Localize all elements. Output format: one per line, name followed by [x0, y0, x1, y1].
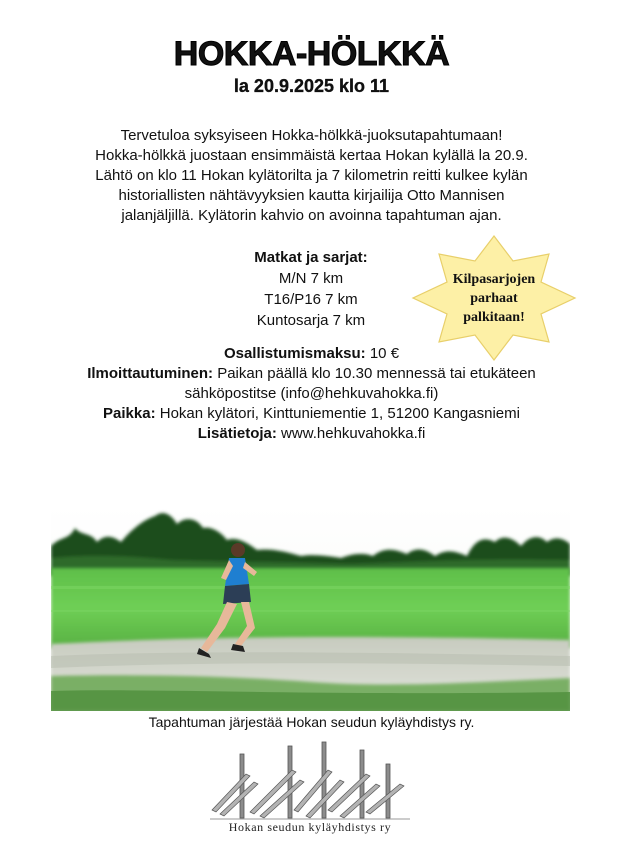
intro-text: [0, 126, 623, 226]
series-item: T16/P16 7 km: [264, 291, 358, 308]
series-item: M/N 7 km: [278, 270, 344, 287]
runner-photo: [51, 506, 570, 711]
event-date: la 20.9.2025 klo 11: [233, 76, 390, 96]
organizer-text: Tapahtuman järjestää Hokan seudun kyläyhdistys ry.: [148, 714, 475, 730]
more-info-value: www.hehkuvahokka.fi: [276, 425, 426, 442]
more-info-label: Lisätietoja:: [197, 425, 277, 442]
fee-value: 10 €: [365, 345, 400, 362]
series-item: Kuntosarja 7 km: [256, 312, 366, 329]
starburst-text: [411, 270, 577, 327]
event-title: HOKKA-HÖLKKÄ: [173, 35, 450, 73]
registration-value: Paikan päällä klo 10.30 mennessä tai etukäteen: [213, 365, 536, 382]
registration-label: Ilmoittautuminen:: [87, 365, 214, 382]
intro-line: historiallisten nähtävyyksien kautta kirjailija Otto Mannisen: [118, 187, 505, 204]
fee-label: Osallistumismaksu:: [223, 345, 366, 362]
starburst-line: parhaat: [470, 291, 518, 306]
intro-line: jalanjäljillä. Kylätorin kahvio on avoinna tapahtuman ajan.: [121, 207, 502, 224]
event-info: [0, 344, 623, 444]
intro-line: Hokka-hölkkä juostaan ensimmäistä kertaa Hokan kylällä la 20.9.: [95, 147, 528, 164]
place-value: Hokan kylätori, Kinttuniementie 1, 51200 Kangasniemi: [155, 405, 520, 422]
series-list: [211, 247, 411, 331]
fee-row: [0, 344, 623, 364]
fence-logo: [210, 740, 410, 820]
starburst-line: Kilpasarjojen: [452, 272, 536, 287]
intro-line: Tervetuloa syksyiseen Hokka-hölkkä-juoksutapahtumaan!: [120, 127, 503, 144]
intro-line: Lähtö on klo 11 Hokan kylätorilta ja 7 kilometrin reitti kulkee kylän: [95, 167, 528, 184]
registration-row-2: [0, 384, 623, 404]
registration-value-2: sähköpostitse (info@hehkuvahokka.fi): [184, 385, 439, 402]
starburst-line: palkitaan!: [463, 310, 525, 325]
place-label: Paikka:: [103, 405, 156, 422]
series-heading: Matkat ja sarjat:: [254, 249, 368, 266]
registration-row: [0, 364, 623, 384]
place-row: [0, 404, 623, 424]
logo-text: Hokan seudun kyläyhdistys ry: [228, 820, 392, 834]
more-info-row: [0, 424, 623, 444]
